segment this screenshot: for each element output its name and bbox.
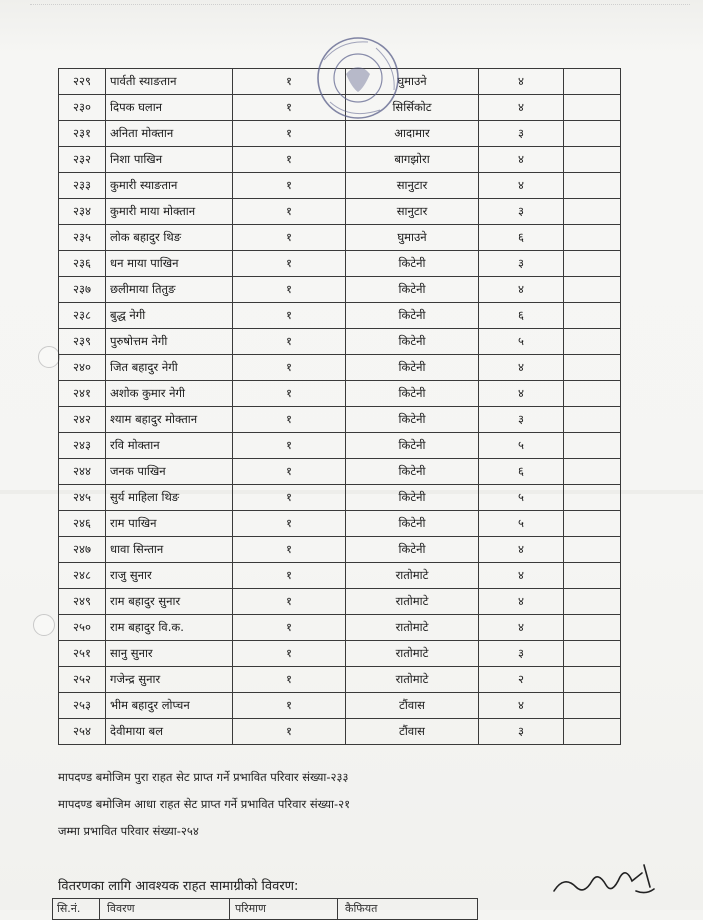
serial-number-cell: २४४ <box>59 459 106 485</box>
beneficiary-name-cell: देवीमाया बल <box>106 719 233 745</box>
family-members-cell: ३ <box>479 251 564 277</box>
family-members-cell: ३ <box>479 121 564 147</box>
remarks-cell <box>564 459 621 485</box>
family-members-cell: ५ <box>479 485 564 511</box>
serial-number-cell: २४६ <box>59 511 106 537</box>
serial-number-cell: २३५ <box>59 225 106 251</box>
table-row <box>59 251 621 277</box>
family-members-cell: ४ <box>479 615 564 641</box>
relief-materials-table-header <box>52 898 478 920</box>
relief-beneficiary-table <box>58 68 621 745</box>
family-members-cell: ४ <box>479 95 564 121</box>
remarks-cell <box>564 147 621 173</box>
household-count-cell: १ <box>233 641 346 667</box>
location-cell: किटेनी <box>346 485 479 511</box>
header-divider <box>229 899 230 919</box>
location-cell: किटेनी <box>346 355 479 381</box>
serial-number-cell: २३९ <box>59 329 106 355</box>
table-row <box>59 147 621 173</box>
serial-number-cell: २५१ <box>59 641 106 667</box>
beneficiary-name-cell: पार्वती स्याङतान <box>106 69 233 95</box>
table-row <box>59 173 621 199</box>
beneficiary-name-cell: गजेन्द्र सुनार <box>106 667 233 693</box>
remarks-cell <box>564 693 621 719</box>
table-row <box>59 355 621 381</box>
table-row <box>59 511 621 537</box>
location-cell: किटेनी <box>346 251 479 277</box>
location-cell: रातोमाटे <box>346 563 479 589</box>
location-cell: किटेनी <box>346 511 479 537</box>
household-count-cell: १ <box>233 485 346 511</box>
table-row <box>59 277 621 303</box>
location-cell: किटेनी <box>346 381 479 407</box>
table-row <box>59 615 621 641</box>
table-row <box>59 407 621 433</box>
location-cell: सिर्सिकोट <box>346 95 479 121</box>
family-members-cell: ६ <box>479 225 564 251</box>
family-members-cell: २ <box>479 667 564 693</box>
remarks-cell <box>564 277 621 303</box>
table-row <box>59 641 621 667</box>
household-count-cell: १ <box>233 719 346 745</box>
remarks-cell <box>564 537 621 563</box>
table-row <box>59 589 621 615</box>
location-cell: बागझोरा <box>346 147 479 173</box>
location-cell: रातोमाटे <box>346 589 479 615</box>
household-count-cell: १ <box>233 225 346 251</box>
header-divider <box>337 899 338 919</box>
table-row <box>59 693 621 719</box>
serial-number-cell: २३६ <box>59 251 106 277</box>
beneficiary-name-cell: अनिता मोक्तान <box>106 121 233 147</box>
household-count-cell: १ <box>233 251 346 277</box>
remarks-cell <box>564 173 621 199</box>
household-count-cell: १ <box>233 537 346 563</box>
serial-number-cell: २३७ <box>59 277 106 303</box>
beneficiary-name-cell: निशा पाखिन <box>106 147 233 173</box>
table-row <box>59 225 621 251</box>
beneficiary-name-cell: कुमारी स्याङतान <box>106 173 233 199</box>
household-count-cell: १ <box>233 407 346 433</box>
household-count-cell: १ <box>233 615 346 641</box>
family-members-cell: ३ <box>479 199 564 225</box>
serial-number-cell: २४० <box>59 355 106 381</box>
household-count-cell: १ <box>233 563 346 589</box>
table-row <box>59 459 621 485</box>
household-count-cell: १ <box>233 433 346 459</box>
family-members-cell: ५ <box>479 433 564 459</box>
punch-hole-top <box>38 346 60 368</box>
table-row <box>59 303 621 329</box>
household-count-cell: १ <box>233 459 346 485</box>
remarks-cell <box>564 667 621 693</box>
serial-number-cell: २४३ <box>59 433 106 459</box>
household-count-cell: १ <box>233 121 346 147</box>
remarks-cell <box>564 95 621 121</box>
remarks-cell <box>564 121 621 147</box>
handwritten-signature <box>550 855 660 905</box>
location-cell: घुमाउने <box>346 69 479 95</box>
summary-total: जम्मा प्रभावित परिवार संख्या-२५४ <box>58 824 199 838</box>
beneficiary-name-cell: सुर्य माहिला थिङ <box>106 485 233 511</box>
table-row <box>59 381 621 407</box>
remarks-cell <box>564 485 621 511</box>
location-cell: रातोमाटे <box>346 641 479 667</box>
family-members-cell: ५ <box>479 511 564 537</box>
beneficiary-name-cell: बुद्ध नेगी <box>106 303 233 329</box>
table-body <box>59 69 621 745</box>
summary-half-set: मापदण्ड बमोजिम आधा राहत सेट प्राप्त गर्ने प्रभावित परिवार संख्या-२१ <box>58 797 351 811</box>
location-cell: किटेनी <box>346 459 479 485</box>
family-members-cell: ४ <box>479 173 564 199</box>
remarks-cell <box>564 251 621 277</box>
location-cell: किटेनी <box>346 407 479 433</box>
beneficiary-name-cell: श्याम बहादुर मोक्तान <box>106 407 233 433</box>
household-count-cell: १ <box>233 667 346 693</box>
serial-number-cell: २५२ <box>59 667 106 693</box>
family-members-cell: ४ <box>479 69 564 95</box>
remarks-cell <box>564 719 621 745</box>
beneficiary-name-cell: जित बहादुर नेगी <box>106 355 233 381</box>
table-row <box>59 537 621 563</box>
household-count-cell: १ <box>233 147 346 173</box>
family-members-cell: ६ <box>479 303 564 329</box>
location-cell: सानुटार <box>346 173 479 199</box>
family-members-cell: ४ <box>479 537 564 563</box>
serial-number-cell: २४७ <box>59 537 106 563</box>
table-row <box>59 667 621 693</box>
serial-number-cell: २५० <box>59 615 106 641</box>
beneficiary-name-cell: लोक बहादुर थिङ <box>106 225 233 251</box>
header-remarks: कैफियत <box>345 902 378 915</box>
location-cell: किटेनी <box>346 329 479 355</box>
table-row <box>59 485 621 511</box>
scan-edge-marks <box>30 4 690 15</box>
beneficiary-name-cell: भीम बहादुर लोप्चन <box>106 693 233 719</box>
location-cell: सानुटार <box>346 199 479 225</box>
location-cell: किटेनी <box>346 303 479 329</box>
header-divider <box>99 899 100 919</box>
family-members-cell: ४ <box>479 355 564 381</box>
location-cell: किटेनी <box>346 537 479 563</box>
header-quantity: परिमाण <box>235 902 266 915</box>
remarks-cell <box>564 511 621 537</box>
beneficiary-name-cell: जनक पाखिन <box>106 459 233 485</box>
beneficiary-name-cell: दिपक घलान <box>106 95 233 121</box>
serial-number-cell: २५३ <box>59 693 106 719</box>
location-cell: घुमाउने <box>346 225 479 251</box>
family-members-cell: ३ <box>479 407 564 433</box>
beneficiary-name-cell: रवि मोक्तान <box>106 433 233 459</box>
beneficiary-name-cell: राम बहादुर सुनार <box>106 589 233 615</box>
household-count-cell: १ <box>233 69 346 95</box>
remarks-cell <box>564 303 621 329</box>
table-row <box>59 433 621 459</box>
serial-number-cell: २३१ <box>59 121 106 147</box>
serial-number-cell: २५४ <box>59 719 106 745</box>
serial-number-cell: २२९ <box>59 69 106 95</box>
serial-number-cell: २४२ <box>59 407 106 433</box>
remarks-cell <box>564 329 621 355</box>
beneficiary-name-cell: राम पाखिन <box>106 511 233 537</box>
beneficiary-name-cell: सानु सुनार <box>106 641 233 667</box>
remarks-cell <box>564 199 621 225</box>
family-members-cell: ४ <box>479 693 564 719</box>
header-description: विवरण <box>107 902 135 915</box>
beneficiary-name-cell: राजु सुनार <box>106 563 233 589</box>
office-seal-stamp <box>310 30 406 126</box>
beneficiary-name-cell: धन माया पाखिन <box>106 251 233 277</box>
household-count-cell: १ <box>233 589 346 615</box>
header-serial: सि.नं. <box>57 902 81 915</box>
household-count-cell: १ <box>233 199 346 225</box>
location-cell: किटेनी <box>346 277 479 303</box>
remarks-cell <box>564 589 621 615</box>
remarks-cell <box>564 355 621 381</box>
beneficiary-name-cell: पुरुषोत्तम नेगी <box>106 329 233 355</box>
serial-number-cell: २३० <box>59 95 106 121</box>
serial-number-cell: २३८ <box>59 303 106 329</box>
location-cell: टौंवास <box>346 693 479 719</box>
location-cell: आदामार <box>346 121 479 147</box>
family-members-cell: ४ <box>479 277 564 303</box>
beneficiary-name-cell: धावा सिन्तान <box>106 537 233 563</box>
family-members-cell: ४ <box>479 589 564 615</box>
serial-number-cell: २४५ <box>59 485 106 511</box>
remarks-cell <box>564 563 621 589</box>
section-title: वितरणका लागि आवश्यक राहत सामाग्रीको विवरण: <box>58 879 299 894</box>
household-count-cell: १ <box>233 693 346 719</box>
household-count-cell: १ <box>233 95 346 121</box>
household-count-cell: १ <box>233 303 346 329</box>
beneficiary-name-cell: अशोक कुमार नेगी <box>106 381 233 407</box>
remarks-cell <box>564 225 621 251</box>
location-cell: टौंवास <box>346 719 479 745</box>
beneficiary-name-cell: छलीमाया तितुङ <box>106 277 233 303</box>
family-members-cell: ३ <box>479 719 564 745</box>
family-members-cell: ४ <box>479 563 564 589</box>
household-count-cell: १ <box>233 277 346 303</box>
serial-number-cell: २४१ <box>59 381 106 407</box>
table-row <box>59 563 621 589</box>
family-members-cell: ३ <box>479 641 564 667</box>
beneficiary-name-cell: कुमारी माया मोक्तान <box>106 199 233 225</box>
location-cell: रातोमाटे <box>346 667 479 693</box>
household-count-cell: १ <box>233 173 346 199</box>
table-row <box>59 719 621 745</box>
location-cell: रातोमाटे <box>346 615 479 641</box>
beneficiary-name-cell: राम बहादुर वि.क. <box>106 615 233 641</box>
table-row <box>59 329 621 355</box>
household-count-cell: १ <box>233 381 346 407</box>
household-count-cell: १ <box>233 511 346 537</box>
location-cell: किटेनी <box>346 433 479 459</box>
remarks-cell <box>564 615 621 641</box>
family-members-cell: ४ <box>479 147 564 173</box>
household-count-cell: १ <box>233 355 346 381</box>
remarks-cell <box>564 433 621 459</box>
serial-number-cell: २३३ <box>59 173 106 199</box>
serial-number-cell: २४९ <box>59 589 106 615</box>
table-row <box>59 199 621 225</box>
family-members-cell: ६ <box>479 459 564 485</box>
remarks-cell <box>564 407 621 433</box>
remarks-cell <box>564 69 621 95</box>
summary-full-set: मापदण्ड बमोजिम पुरा राहत सेट प्राप्त गर्ने प्रभावित परिवार संख्या-२३३ <box>58 770 349 784</box>
family-members-cell: ५ <box>479 329 564 355</box>
serial-number-cell: २४८ <box>59 563 106 589</box>
remarks-cell <box>564 641 621 667</box>
serial-number-cell: २३२ <box>59 147 106 173</box>
family-members-cell: ४ <box>479 381 564 407</box>
remarks-cell <box>564 381 621 407</box>
household-count-cell: १ <box>233 329 346 355</box>
punch-hole-bottom <box>33 614 55 636</box>
serial-number-cell: २३४ <box>59 199 106 225</box>
